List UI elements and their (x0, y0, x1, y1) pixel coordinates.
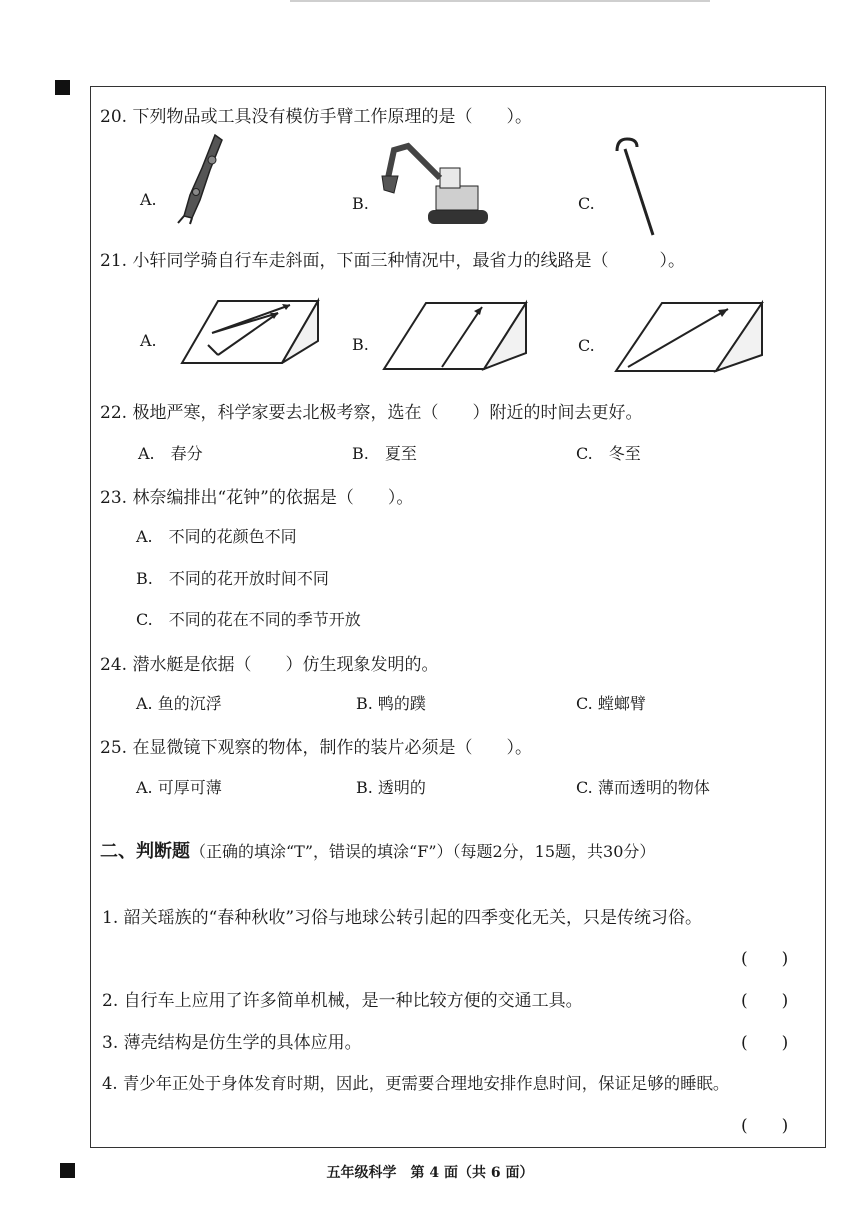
q25-option-b[interactable]: B. 透明的 (356, 778, 426, 797)
judgment-2-answer[interactable]: ( ) (741, 991, 789, 1011)
question-23-stem: 23. 林奈编排出“花钟”的依据是（ ）。 (100, 488, 414, 508)
section-2-note: （正确的填涂“T”，错误的填涂“F”）（每题2分，15题，共30分） (190, 842, 656, 861)
q22-option-c[interactable]: C. 冬至 (576, 444, 641, 463)
question-25-stem: 25. 在显微镜下观察的物体，制作的装片必须是（ ）。 (100, 738, 532, 758)
q21-option-b-label[interactable]: B. (352, 335, 369, 354)
judgment-1-answer[interactable]: ( ) (741, 949, 789, 969)
gentle-slope-icon (612, 297, 772, 377)
judgment-2-text: 2. 自行车上应用了许多简单机械，是一种比较方便的交通工具。 (102, 991, 583, 1011)
judgment-1-text: 1. 韶关瑶族的“春种秋收”习俗与地球公转引起的四季变化无关，只是传统习俗。 (102, 908, 703, 928)
judgment-4-text: 4. 青少年正处于身体发育时期，因此，更需要合理地安排作息时间，保证足够的睡眠。 (102, 1074, 730, 1093)
excavator-icon (378, 138, 498, 233)
q21-option-c-label[interactable]: C. (578, 336, 595, 355)
question-24-stem: 24. 潜水艇是依据（ ）仿生现象发明的。 (100, 655, 439, 675)
steep-slope-icon (380, 297, 530, 375)
question-22-stem: 22. 极地严寒，科学家要去北极考察，选在（ ）附近的时间去更好。 (100, 403, 643, 423)
q21-option-a-label[interactable]: A. (140, 331, 157, 350)
q22-option-a[interactable]: A. 春分 (138, 444, 203, 463)
q22-option-b[interactable]: B. 夏至 (352, 444, 417, 463)
q23-option-a[interactable]: A. 不同的花颜色不同 (136, 527, 297, 546)
q20-option-b-label[interactable]: B. (352, 194, 369, 213)
q20-option-c-label[interactable]: C. (578, 194, 595, 213)
q24-option-a[interactable]: A. 鱼的沉浮 (136, 694, 222, 713)
q20-option-a-label[interactable]: A. (140, 190, 157, 209)
scan-top-edge (290, 0, 710, 2)
q25-option-a[interactable]: A. 可厚可薄 (136, 778, 222, 797)
judgment-3-text: 3. 薄壳结构是仿生学的具体应用。 (102, 1033, 362, 1053)
q23-option-b[interactable]: B. 不同的花开放时间不同 (136, 569, 329, 588)
judgment-4-answer[interactable]: ( ) (741, 1116, 789, 1136)
q25-option-c[interactable]: C. 薄而透明的物体 (576, 778, 710, 797)
section-2-title: 二、判断题 (100, 841, 190, 862)
section-2-heading (100, 837, 655, 863)
question-21-stem: 21. 小轩同学骑自行车走斜面，下面三种情况中，最省力的线路是（ ）。 (100, 251, 685, 271)
q24-option-b[interactable]: B. 鸭的蹼 (356, 694, 426, 713)
q24-option-c[interactable]: C. 螳螂臂 (576, 694, 646, 713)
judgment-3-answer[interactable]: ( ) (741, 1033, 789, 1053)
corner-marker-top (55, 80, 70, 95)
q23-option-c[interactable]: C. 不同的花在不同的季节开放 (136, 610, 361, 629)
page-footer: 五年级科学 第 4 面（共 6 面） (326, 1165, 534, 1181)
question-20-stem: 20. 下列物品或工具没有模仿手臂工作原理的是（ ）。 (100, 107, 532, 127)
walking-cane-icon (605, 135, 665, 240)
zigzag-slope-icon (178, 295, 328, 370)
robot-arm-icon (170, 130, 230, 225)
